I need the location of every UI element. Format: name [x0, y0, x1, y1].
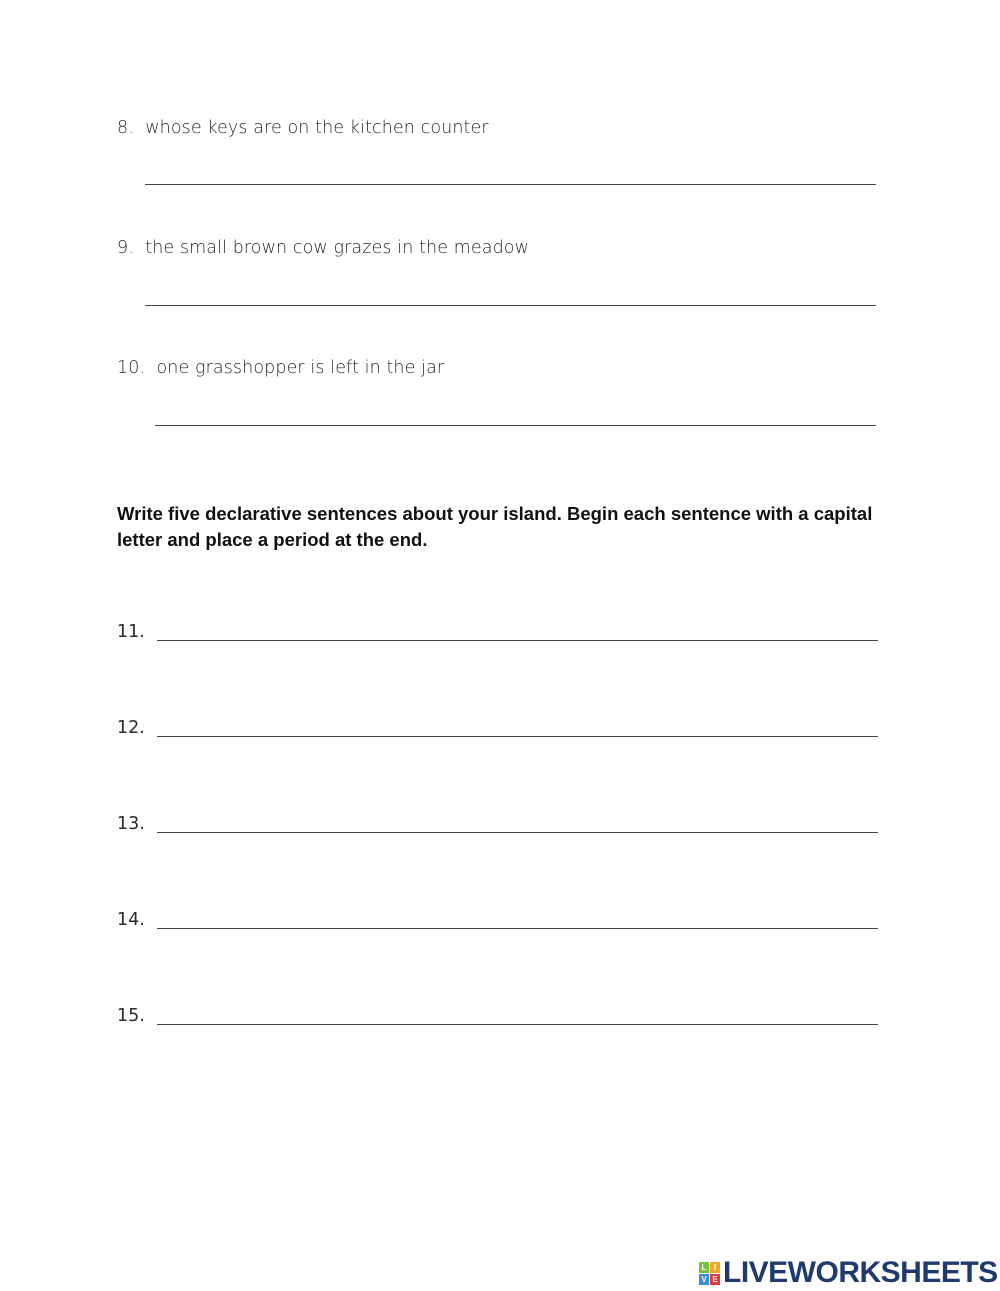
logo-tiles-icon — [699, 1262, 720, 1285]
answer-number: 11. — [117, 622, 145, 642]
answer-number: 14. — [117, 910, 145, 930]
question-10 — [117, 358, 444, 378]
logo-text: LIVEWORKSHEETS — [723, 1256, 998, 1289]
logo-tile: I — [710, 1262, 720, 1273]
answer-15 — [117, 1006, 145, 1026]
instructions: Write five declarative sentences about your island. Begin each sentence with a capital letter and place a period at the end. — [117, 503, 873, 550]
logo-tile: V — [699, 1274, 709, 1285]
answer-line-13[interactable] — [157, 832, 878, 833]
answer-12 — [117, 718, 145, 738]
answer-line-10[interactable] — [155, 425, 876, 426]
answer-line-14[interactable] — [157, 928, 878, 929]
question-number: 9. — [117, 238, 134, 258]
answer-11 — [117, 622, 145, 642]
answer-14 — [117, 910, 145, 930]
logo-tile: L — [699, 1262, 709, 1273]
answer-line-9[interactable] — [145, 305, 876, 306]
answer-13 — [117, 814, 145, 834]
question-text: the small brown cow grazes in the meadow — [145, 238, 530, 258]
liveworksheets-logo — [699, 1256, 998, 1290]
question-number: 10. — [117, 358, 146, 378]
answer-line-8[interactable] — [145, 184, 876, 185]
logo-tile: E — [710, 1274, 720, 1285]
question-number: 8. — [117, 118, 134, 138]
answer-number: 12. — [117, 718, 145, 738]
question-8 — [117, 118, 489, 138]
question-text: one grasshopper is left in the jar — [156, 358, 445, 378]
answer-line-12[interactable] — [157, 736, 878, 737]
question-9 — [117, 238, 529, 258]
answer-number: 13. — [117, 814, 145, 834]
question-text: whose keys are on the kitchen counter — [145, 118, 489, 138]
answer-line-15[interactable] — [157, 1024, 878, 1025]
answer-line-11[interactable] — [157, 640, 878, 641]
answer-number: 15. — [117, 1006, 145, 1026]
